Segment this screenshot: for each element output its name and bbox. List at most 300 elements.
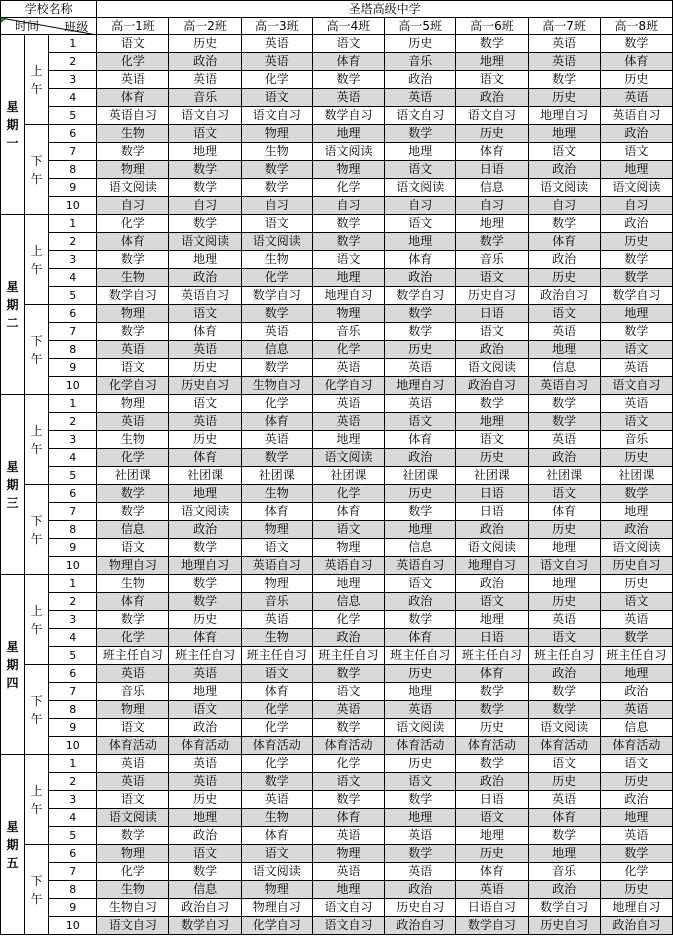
subject-cell: 地理	[600, 161, 672, 179]
subject-cell: 化学	[97, 449, 169, 467]
subject-cell: 体育	[97, 89, 169, 107]
subject-cell: 政治自习	[600, 917, 672, 935]
subject-cell: 社团课	[456, 467, 528, 485]
subject-cell: 语文	[312, 35, 384, 53]
subject-cell: 数学自习	[385, 287, 456, 305]
subject-cell: 数学	[528, 701, 600, 719]
table-row	[1, 431, 673, 449]
class-header-4: 高一4班	[312, 18, 384, 35]
period-number: 4	[49, 809, 97, 827]
subject-cell: 班主任自习	[241, 647, 312, 665]
subject-cell: 政治	[456, 773, 528, 791]
subject-cell: 英语自习	[241, 557, 312, 575]
subject-cell: 物理	[97, 845, 169, 863]
class-header-7: 高一7班	[528, 18, 600, 35]
half-day-text: 上 午	[30, 423, 43, 456]
subject-cell: 英语	[312, 827, 384, 845]
subject-cell: 数学自习	[97, 287, 169, 305]
subject-cell: 数学	[169, 575, 241, 593]
subject-cell: 自习	[528, 197, 600, 215]
subject-cell: 班主任自习	[97, 647, 169, 665]
subject-cell: 英语	[97, 413, 169, 431]
table-row	[1, 773, 673, 791]
subject-cell: 数学	[385, 323, 456, 341]
subject-cell: 音乐	[169, 89, 241, 107]
subject-cell: 数学	[97, 503, 169, 521]
subject-cell: 社团课	[385, 467, 456, 485]
afternoon-label	[25, 845, 49, 935]
subject-cell: 英语	[97, 755, 169, 773]
subject-cell: 英语	[97, 71, 169, 89]
subject-cell: 语文	[241, 665, 312, 683]
subject-cell: 英语	[241, 791, 312, 809]
subject-cell: 地理	[600, 503, 672, 521]
subject-cell: 语文自习	[169, 107, 241, 125]
subject-cell: 地理	[528, 575, 600, 593]
period-number: 6	[49, 125, 97, 143]
subject-cell: 历史	[456, 125, 528, 143]
table-row	[1, 665, 673, 683]
subject-cell: 语文阅读	[600, 539, 672, 557]
subject-cell: 语文	[241, 89, 312, 107]
subject-cell: 化学	[312, 179, 384, 197]
table-row	[1, 125, 673, 143]
subject-cell: 语文自习	[312, 899, 384, 917]
period-number: 1	[49, 215, 97, 233]
subject-cell: 体育	[169, 323, 241, 341]
table-row	[1, 395, 673, 413]
period-number: 7	[49, 503, 97, 521]
subject-cell: 地理	[169, 683, 241, 701]
period-number: 5	[49, 827, 97, 845]
subject-cell: 物理	[312, 845, 384, 863]
subject-cell: 英语	[169, 341, 241, 359]
period-number: 9	[49, 719, 97, 737]
subject-cell: 数学	[312, 665, 384, 683]
day-name: 星 期 一	[6, 99, 19, 150]
subject-cell: 物理	[97, 305, 169, 323]
subject-cell: 地理	[169, 143, 241, 161]
subject-cell: 体育	[312, 503, 384, 521]
subject-cell: 信息	[528, 359, 600, 377]
timetable-body	[1, 1, 673, 935]
subject-cell: 语文	[456, 323, 528, 341]
subject-cell: 体育	[241, 683, 312, 701]
subject-cell: 体育活动	[528, 737, 600, 755]
subject-cell: 语文	[385, 413, 456, 431]
table-row	[1, 827, 673, 845]
period-number: 4	[49, 89, 97, 107]
period-number: 1	[49, 395, 97, 413]
time-label: 时间	[15, 19, 40, 33]
subject-cell: 历史自习	[600, 557, 672, 575]
half-day-text: 下 午	[30, 333, 43, 366]
subject-cell: 语文自习	[528, 557, 600, 575]
subject-cell: 化学	[97, 53, 169, 71]
table-row	[1, 341, 673, 359]
subject-cell: 体育活动	[456, 737, 528, 755]
subject-cell: 体育	[97, 593, 169, 611]
subject-cell: 生物	[97, 125, 169, 143]
subject-cell: 地理自习	[312, 287, 384, 305]
subject-cell: 语文	[600, 593, 672, 611]
subject-cell: 语文自习	[97, 917, 169, 935]
subject-cell: 语文	[312, 773, 384, 791]
subject-cell: 社团课	[528, 467, 600, 485]
subject-cell: 语文	[312, 683, 384, 701]
subject-cell: 语文阅读	[312, 449, 384, 467]
subject-cell: 语文	[97, 359, 169, 377]
subject-cell: 英语	[169, 71, 241, 89]
subject-cell: 英语	[312, 863, 384, 881]
period-number: 10	[49, 377, 97, 395]
period-number: 3	[49, 251, 97, 269]
subject-cell: 数学	[97, 323, 169, 341]
subject-cell: 社团课	[241, 467, 312, 485]
subject-cell: 物理自习	[97, 557, 169, 575]
subject-cell: 政治	[600, 215, 672, 233]
subject-cell: 英语	[312, 359, 384, 377]
subject-cell: 历史	[385, 485, 456, 503]
subject-cell: 政治	[456, 341, 528, 359]
subject-cell: 语文	[528, 143, 600, 161]
subject-cell: 语文	[241, 539, 312, 557]
subject-cell: 地理	[169, 251, 241, 269]
period-number: 3	[49, 431, 97, 449]
subject-cell: 数学	[600, 485, 672, 503]
subject-cell: 生物自习	[241, 377, 312, 395]
subject-cell: 政治	[169, 269, 241, 287]
subject-cell: 政治	[528, 881, 600, 899]
table-row	[1, 485, 673, 503]
subject-cell: 英语	[528, 35, 600, 53]
subject-cell: 英语	[97, 773, 169, 791]
period-number: 10	[49, 197, 97, 215]
half-day-text: 上 午	[30, 63, 43, 96]
subject-cell: 语文自习	[241, 107, 312, 125]
subject-cell: 地理	[312, 881, 384, 899]
subject-cell: 生物	[97, 575, 169, 593]
half-day-text: 上 午	[30, 603, 43, 636]
subject-cell: 体育	[97, 233, 169, 251]
subject-cell: 历史	[169, 35, 241, 53]
subject-cell: 化学自习	[241, 917, 312, 935]
class-header-8: 高一8班	[600, 18, 672, 35]
subject-cell: 物理	[241, 521, 312, 539]
subject-cell: 体育	[456, 143, 528, 161]
subject-cell: 信息	[97, 521, 169, 539]
subject-cell: 英语	[241, 431, 312, 449]
subject-cell: 地理	[385, 683, 456, 701]
subject-cell: 历史	[528, 521, 600, 539]
subject-cell: 政治自习	[528, 287, 600, 305]
table-row	[1, 593, 673, 611]
period-number: 6	[49, 665, 97, 683]
subject-cell: 语文	[456, 809, 528, 827]
period-number: 5	[49, 287, 97, 305]
subject-cell: 语文阅读	[385, 179, 456, 197]
table-row	[1, 305, 673, 323]
subject-cell: 数学	[241, 773, 312, 791]
table-row	[1, 107, 673, 125]
table-row	[1, 377, 673, 395]
subject-cell: 体育	[456, 665, 528, 683]
morning-label	[25, 35, 49, 125]
subject-cell: 语文	[312, 251, 384, 269]
subject-cell: 化学	[600, 863, 672, 881]
subject-cell: 英语	[169, 665, 241, 683]
subject-cell: 政治	[169, 827, 241, 845]
table-row	[1, 413, 673, 431]
subject-cell: 地理	[385, 809, 456, 827]
day-name: 星 期 三	[6, 459, 19, 510]
table-row	[1, 863, 673, 881]
subject-cell: 生物	[241, 809, 312, 827]
subject-cell: 英语	[312, 395, 384, 413]
half-day-text: 上 午	[30, 783, 43, 816]
subject-cell: 语文	[456, 269, 528, 287]
day-label	[1, 35, 25, 215]
period-number: 10	[49, 917, 97, 935]
subject-cell: 信息	[169, 881, 241, 899]
day-label	[1, 395, 25, 575]
subject-cell: 数学	[312, 71, 384, 89]
subject-cell: 地理	[169, 809, 241, 827]
table-row	[1, 143, 673, 161]
subject-cell: 政治	[385, 269, 456, 287]
period-number: 9	[49, 539, 97, 557]
subject-cell: 历史自习	[528, 917, 600, 935]
subject-cell: 体育活动	[97, 737, 169, 755]
subject-cell: 政治	[600, 683, 672, 701]
subject-cell: 班主任自习	[169, 647, 241, 665]
subject-cell: 化学	[97, 629, 169, 647]
subject-cell: 数学	[600, 251, 672, 269]
subject-cell: 数学	[456, 701, 528, 719]
subject-cell: 地理	[528, 125, 600, 143]
subject-cell: 日语	[456, 485, 528, 503]
subject-cell: 信息	[600, 719, 672, 737]
subject-cell: 语文	[385, 773, 456, 791]
table-row	[1, 791, 673, 809]
subject-cell: 语文	[528, 485, 600, 503]
subject-cell: 语文	[241, 845, 312, 863]
table-row	[1, 539, 673, 557]
day-name: 星 期 二	[6, 279, 19, 330]
subject-cell: 数学	[241, 179, 312, 197]
subject-cell: 数学	[169, 863, 241, 881]
subject-cell: 化学	[241, 269, 312, 287]
subject-cell: 数学	[169, 539, 241, 557]
subject-cell: 语文	[600, 143, 672, 161]
subject-cell: 日语	[456, 161, 528, 179]
subject-cell: 语文	[528, 629, 600, 647]
subject-cell: 英语	[528, 323, 600, 341]
subject-cell: 体育	[169, 449, 241, 467]
subject-cell: 语文阅读	[528, 719, 600, 737]
subject-cell: 体育	[312, 809, 384, 827]
period-number: 8	[49, 521, 97, 539]
subject-cell: 语文	[97, 791, 169, 809]
subject-cell: 数学自习	[169, 917, 241, 935]
subject-cell: 语文	[241, 215, 312, 233]
subject-cell: 数学	[241, 305, 312, 323]
subject-cell: 历史	[528, 269, 600, 287]
class-header-6: 高一6班	[456, 18, 528, 35]
table-row	[1, 449, 673, 467]
subject-cell: 数学自习	[456, 917, 528, 935]
table-row	[1, 701, 673, 719]
table-row	[1, 647, 673, 665]
morning-label	[25, 575, 49, 665]
subject-cell: 历史	[169, 791, 241, 809]
subject-cell: 语文	[97, 35, 169, 53]
class-header-row	[1, 18, 673, 35]
subject-cell: 英语自习	[169, 287, 241, 305]
subject-cell: 数学自习	[312, 107, 384, 125]
subject-cell: 地理	[456, 827, 528, 845]
subject-cell: 地理	[456, 53, 528, 71]
subject-cell: 数学	[97, 611, 169, 629]
subject-cell: 语文	[169, 305, 241, 323]
subject-cell: 数学	[456, 683, 528, 701]
period-number: 10	[49, 557, 97, 575]
subject-cell: 英语	[385, 863, 456, 881]
subject-cell: 数学	[600, 323, 672, 341]
table-row	[1, 809, 673, 827]
subject-cell: 班主任自习	[385, 647, 456, 665]
subject-cell: 数学	[169, 161, 241, 179]
subject-cell: 历史	[169, 611, 241, 629]
subject-cell: 化学	[241, 755, 312, 773]
subject-cell: 地理	[312, 575, 384, 593]
subject-cell: 英语	[241, 611, 312, 629]
period-number: 5	[49, 467, 97, 485]
subject-cell: 日语自习	[456, 899, 528, 917]
subject-cell: 体育	[528, 233, 600, 251]
subject-cell: 英语	[528, 431, 600, 449]
subject-cell: 语文	[600, 755, 672, 773]
subject-cell: 自习	[241, 197, 312, 215]
subject-cell: 音乐	[312, 323, 384, 341]
subject-cell: 语文	[169, 125, 241, 143]
table-row	[1, 521, 673, 539]
period-number: 9	[49, 179, 97, 197]
subject-cell: 生物自习	[97, 899, 169, 917]
subject-cell: 语文	[169, 395, 241, 413]
subject-cell: 自习	[456, 197, 528, 215]
subject-cell: 语文阅读	[241, 863, 312, 881]
subject-cell: 体育	[600, 53, 672, 71]
period-number: 5	[49, 647, 97, 665]
subject-cell: 政治自习	[456, 377, 528, 395]
subject-cell: 英语	[312, 89, 384, 107]
subject-cell: 数学	[97, 827, 169, 845]
period-number: 1	[49, 755, 97, 773]
subject-cell: 生物	[97, 881, 169, 899]
subject-cell: 英语	[385, 89, 456, 107]
subject-cell: 信息	[312, 593, 384, 611]
subject-cell: 地理	[312, 431, 384, 449]
subject-cell: 政治	[169, 521, 241, 539]
day-label	[1, 215, 25, 395]
subject-cell: 数学	[385, 305, 456, 323]
subject-cell: 语文阅读	[528, 179, 600, 197]
subject-cell: 数学	[528, 683, 600, 701]
subject-cell: 数学	[456, 233, 528, 251]
table-row	[1, 215, 673, 233]
subject-cell: 政治自习	[169, 899, 241, 917]
subject-cell: 体育	[528, 809, 600, 827]
subject-cell: 物理	[97, 701, 169, 719]
subject-cell: 体育	[312, 53, 384, 71]
subject-cell: 数学	[241, 161, 312, 179]
table-row	[1, 287, 673, 305]
subject-cell: 数学	[169, 593, 241, 611]
class-label: 班级	[64, 20, 89, 34]
subject-cell: 语文阅读	[456, 359, 528, 377]
subject-cell: 数学	[528, 215, 600, 233]
subject-cell: 物理	[312, 161, 384, 179]
subject-cell: 英语	[241, 53, 312, 71]
subject-cell: 英语	[600, 89, 672, 107]
subject-cell: 地理	[528, 845, 600, 863]
subject-cell: 语文	[385, 575, 456, 593]
subject-cell: 语文	[385, 215, 456, 233]
period-number: 3	[49, 791, 97, 809]
subject-cell: 体育	[241, 413, 312, 431]
subject-cell: 社团课	[312, 467, 384, 485]
period-number: 9	[49, 359, 97, 377]
subject-cell: 历史	[600, 233, 672, 251]
table-row	[1, 629, 673, 647]
table-row	[1, 269, 673, 287]
subject-cell: 地理	[600, 809, 672, 827]
subject-cell: 英语	[385, 359, 456, 377]
subject-cell: 数学	[97, 143, 169, 161]
subject-cell: 英语	[312, 701, 384, 719]
period-number: 7	[49, 863, 97, 881]
subject-cell: 政治	[456, 521, 528, 539]
table-row	[1, 575, 673, 593]
class-header-5: 高一5班	[385, 18, 456, 35]
subject-cell: 数学	[528, 395, 600, 413]
subject-cell: 地理自习	[385, 377, 456, 395]
subject-cell: 信息	[241, 341, 312, 359]
subject-cell: 数学	[600, 269, 672, 287]
table-row	[1, 611, 673, 629]
subject-cell: 语文自习	[456, 107, 528, 125]
subject-cell: 体育活动	[600, 737, 672, 755]
subject-cell: 地理	[385, 521, 456, 539]
subject-cell: 历史自习	[385, 899, 456, 917]
half-day-text: 下 午	[30, 513, 43, 546]
subject-cell: 化学	[312, 611, 384, 629]
subject-cell: 英语	[97, 665, 169, 683]
period-number: 6	[49, 845, 97, 863]
subject-cell: 历史	[600, 71, 672, 89]
subject-cell: 语文	[456, 593, 528, 611]
subject-cell: 政治	[528, 665, 600, 683]
subject-cell: 生物	[97, 269, 169, 287]
subject-cell: 英语自习	[385, 557, 456, 575]
subject-cell: 地理自习	[528, 107, 600, 125]
subject-cell: 政治	[600, 125, 672, 143]
morning-label	[25, 755, 49, 845]
half-day-text: 上 午	[30, 243, 43, 276]
subject-cell: 信息	[456, 179, 528, 197]
subject-cell: 物理	[312, 539, 384, 557]
